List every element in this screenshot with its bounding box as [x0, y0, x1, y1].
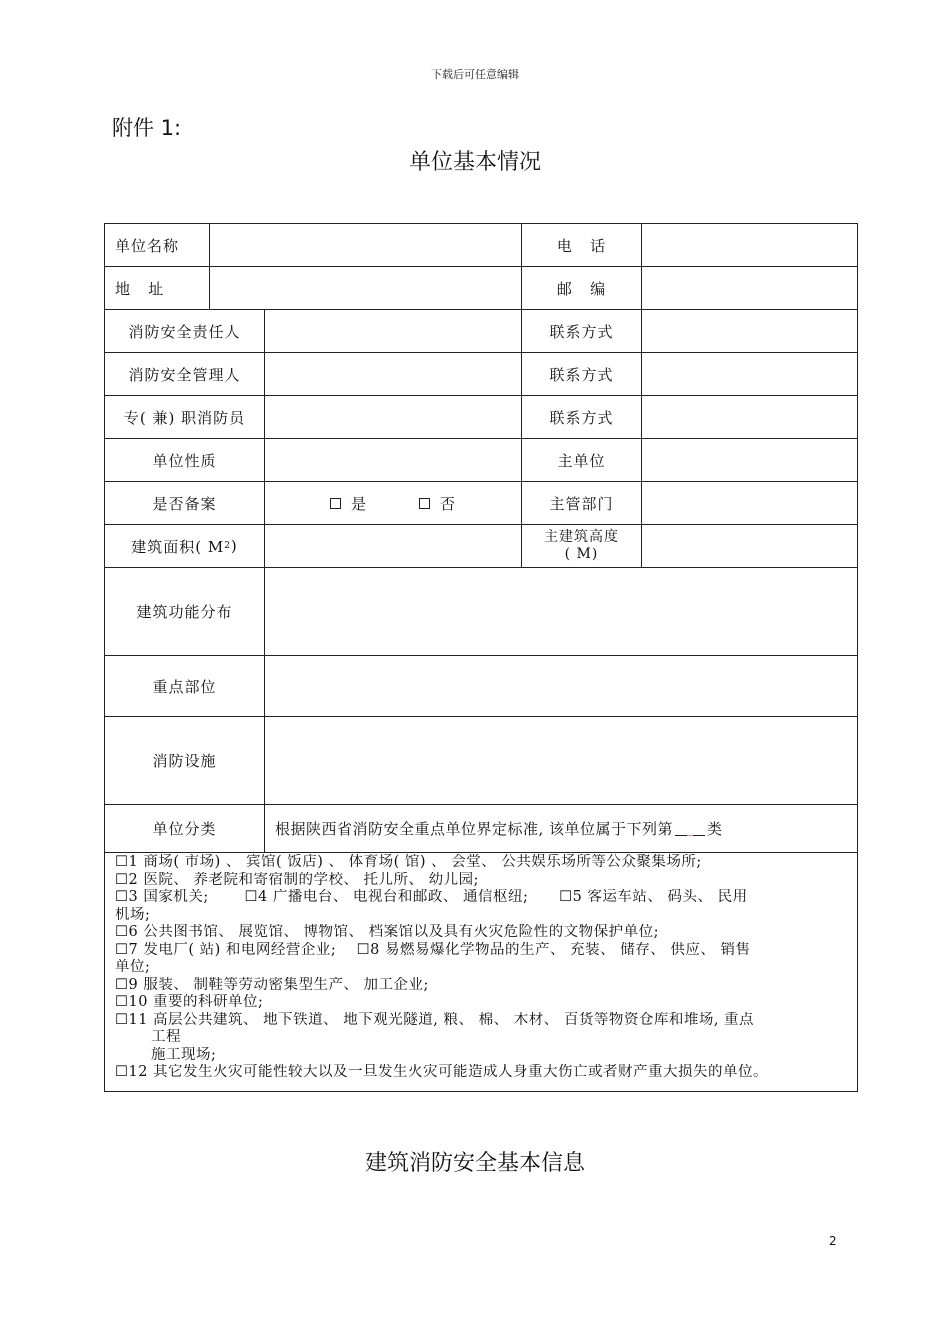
address-label: 地 址 — [115, 279, 165, 298]
category-item: ☐1 商场( 市场) 、 宾馆( 饭店) 、 体育场( 馆) 、 会堂、 公共娱乐场所等公众聚集场所; — [115, 854, 702, 870]
unit-name-field[interactable] — [210, 224, 521, 266]
contact-field[interactable] — [642, 353, 858, 395]
firefighter-label: 专( 兼) 职消防员 — [123, 408, 246, 427]
yes-label: 是 — [350, 494, 367, 513]
category-item: ☐3 国家机关; ☐4 广播电台、 电视台和邮政、 通信枢纽; ☐5 客运车站、 码头、 民用 — [115, 889, 748, 905]
key-parts-label: 重点部位 — [152, 677, 217, 696]
category-item: ☐6 公共图书馆、 展览馆、 博物馆、 档案馆以及具有火灾危险性的文物保护单位; — [115, 924, 660, 940]
postcode-label: 邮 编 — [556, 279, 607, 298]
contact-label: 联系方式 — [549, 322, 614, 341]
superscript: 2 — [224, 541, 231, 551]
checkbox-icon — [419, 498, 430, 509]
building-area-field[interactable] — [265, 525, 521, 567]
unit-name-label: 单位名称 — [115, 236, 180, 255]
building-area-text: 建筑面积( M — [131, 537, 225, 556]
contact-field[interactable] — [642, 396, 858, 438]
function-layout-label: 建筑功能分布 — [136, 603, 233, 621]
yes-checkbox[interactable] — [330, 493, 367, 514]
no-label: 否 — [440, 494, 457, 513]
category-item: ☐11 高层公共建筑、 地下铁道、 地下观光隧道, 粮、 棉、 木材、 百货等物资仓库和堆场, 重点 — [115, 1011, 755, 1028]
fire-facilities-field[interactable] — [265, 717, 858, 804]
unit-category-statement — [265, 805, 858, 852]
safety-manager-field[interactable] — [265, 353, 521, 395]
contact-label: 联系方式 — [549, 408, 614, 427]
unit-category-label: 单位分类 — [152, 820, 217, 838]
building-area-label — [105, 525, 264, 567]
main-unit-label: 主单位 — [557, 451, 606, 470]
firefighter-field[interactable] — [265, 396, 521, 438]
phone-label: 电 话 — [556, 236, 607, 255]
page-title: 单位基本情况 — [408, 150, 541, 175]
safety-manager-label: 消防安全管理人 — [128, 365, 241, 384]
competent-dept-field[interactable] — [642, 482, 858, 524]
contact-field[interactable] — [642, 310, 858, 352]
category-item: ☐9 服装、 制鞋等劳动密集型生产、 加工企业; — [115, 976, 429, 993]
category-item: 单位; — [115, 959, 151, 975]
unit-info-form — [104, 223, 858, 1092]
row-divider — [105, 852, 857, 853]
category-statement-text: 根据陕西省消防安全重点单位界定标准, 该单位属于下列第 — [275, 820, 674, 838]
main-height-label — [522, 525, 641, 567]
category-list — [115, 854, 847, 1082]
function-layout-field[interactable] — [265, 568, 858, 655]
attachment-label: 附件 1: — [112, 116, 182, 140]
checkbox-icon — [330, 498, 341, 509]
main-height-line1: 主建筑高度 — [544, 529, 619, 545]
address-field[interactable] — [210, 267, 521, 309]
category-item: 工程 — [151, 1029, 181, 1045]
fire-facilities-label: 消防设施 — [152, 752, 217, 770]
key-parts-field[interactable] — [265, 656, 858, 716]
category-number-blank[interactable] — [675, 821, 705, 836]
phone-field[interactable] — [642, 224, 858, 266]
category-suffix: 类 — [707, 820, 723, 838]
category-item: ☐12 其它发生火灾可能性较大以及一旦发生火灾可能造成人身重大伤亡或者财产重大损失的单位。 — [115, 1064, 769, 1080]
category-item: ☐10 重要的科研单位; — [115, 994, 264, 1010]
registered-options — [265, 482, 521, 524]
main-height-field[interactable] — [642, 525, 858, 567]
header-note: 下载后可任意编辑 — [431, 68, 519, 81]
safety-responsible-field[interactable] — [265, 310, 521, 352]
main-height-line2: ( M) — [564, 546, 599, 562]
main-unit-field[interactable] — [642, 439, 858, 481]
contact-label: 联系方式 — [549, 365, 614, 384]
no-checkbox[interactable] — [419, 493, 456, 514]
category-item: ☐7 发电厂( 站) 和电网经营企业; ☐8 易燃易爆化学物品的生产、 充装、 储存、 供应、 销售 — [115, 941, 751, 958]
postcode-field[interactable] — [642, 267, 858, 309]
unit-nature-field[interactable] — [265, 439, 521, 481]
safety-responsible-label: 消防安全责任人 — [128, 322, 241, 341]
section-title: 建筑消防安全基本信息 — [364, 1151, 585, 1176]
category-item: 施工现场; — [151, 1046, 217, 1063]
competent-dept-label: 主管部门 — [549, 494, 614, 513]
category-item: 机场; — [115, 906, 151, 923]
registered-label: 是否备案 — [152, 494, 217, 513]
paren: ) — [230, 537, 238, 555]
page-number: 2 — [829, 1234, 837, 1248]
category-item: ☐2 医院、 养老院和寄宿制的学校、 托儿所、 幼儿园; — [115, 871, 480, 888]
unit-nature-label: 单位性质 — [152, 451, 217, 470]
